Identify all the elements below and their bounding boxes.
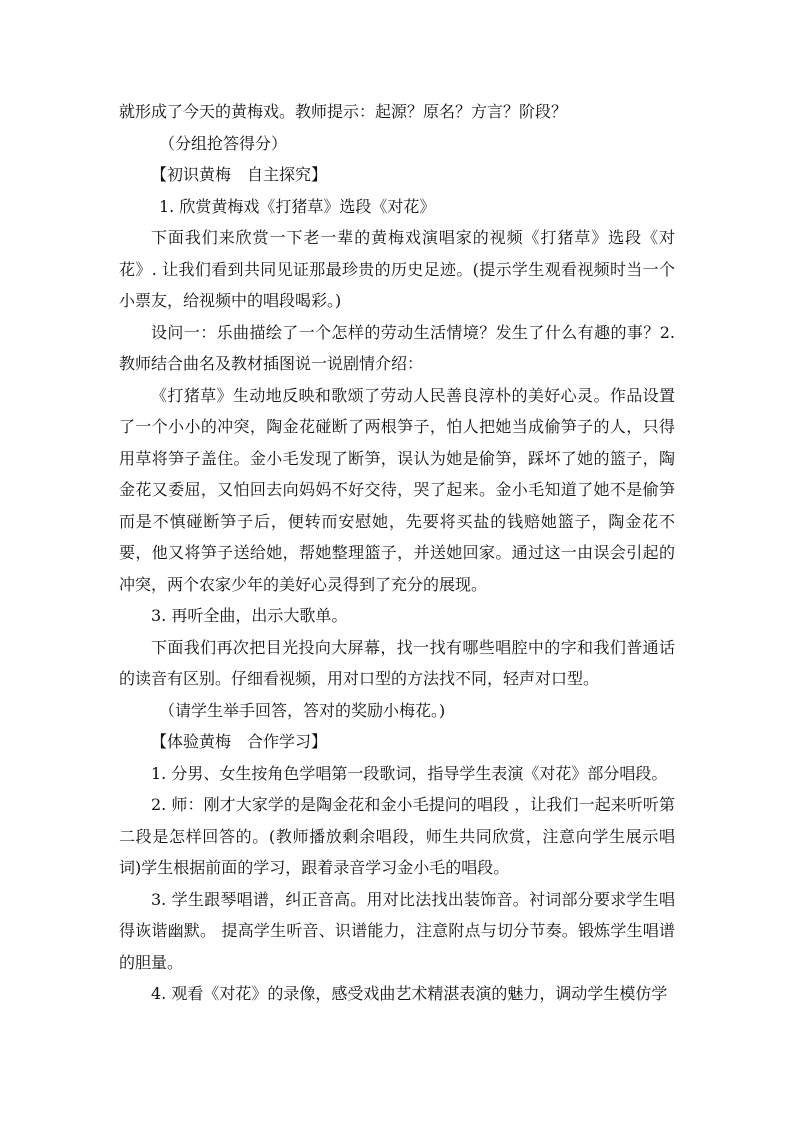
paragraph-answer-reward: （请学生举手回答，答对的奖励小梅花。) bbox=[159, 700, 446, 720]
section-heading-explore: 【初识黄梅 自主探究】 bbox=[151, 165, 328, 184]
paragraph-video-intro: 下面我们来欣赏一下老一辈的黄梅戏演唱家的视频《打猪草》选段《对花》. 让我们看到共同见证那最珍贵的历史足迹。(提示学生观看视频时当一个小票友，给视频中的唱段喝彩。) bbox=[119, 228, 675, 310]
paragraph-intro: 就形成了今天的黄梅戏。教师提示：起源？原名？方言？阶段？ bbox=[119, 102, 568, 121]
paragraph-screen-task: 下面我们再次把目光投向大屏幕，找一找有哪些唱腔中的字和我们普通话的读音有区别。仔细看视频，用对口型的方法找不同，轻声对口型。 bbox=[119, 637, 675, 688]
section-heading-cooperate: 【体验黄梅 合作学习】 bbox=[151, 732, 328, 751]
paragraph-coop-step-4: 4. 观看《对花》的录像，感受戏曲艺术精湛表演的魅力，调动学生模仿学 bbox=[151, 984, 668, 1003]
paragraph-step-1: 1. 欣赏黄梅戏《打猪草》选段《对花》 bbox=[159, 196, 436, 216]
paragraph-group-scoring: （分组抢答得分） bbox=[159, 133, 288, 153]
paragraph-coop-step-2: 2. 师：刚才大家学的是陶金花和金小毛提问的唱段 ，让我们一起来听听第二段是怎样回答的。(教师播放剩余唱段，师生共同欣赏，注意向学生展示唱词)学生根据前面的学习，跟着录音学习金小毛的唱段。 bbox=[119, 795, 675, 877]
paragraph-question-1: 设问一：乐曲描绘了一个怎样的劳动生活情境？发生了什么有趣的事？2. 教师结合曲名及教材插图说一说剧情介绍： bbox=[119, 322, 675, 373]
paragraph-plot-summary: 《打猪草》生动地反映和歌颂了劳动人民善良淳朴的美好心灵。作品设置了一个小小的冲突，陶金花碰断了两根笋子，怕人把她当成偷笋子的人，只得用草将笋子盖住。金小毛发现了断笋，误认为她是偷笋，踩坏了她的篮子，陶金花又委屈，又怕回去向妈妈不好交待，哭了起来。金小毛知道了她不是偷笋而是不慎碰断笋子后，便转而安慰她，先要将买盐的钱赔她篮子，陶金花不要，他又将笋子送给她，帮她整理篮子，并送她回家。通过这一由误会引起的冲突，两个农家少年的美好心灵得到了充分的展现。 bbox=[119, 385, 675, 594]
paragraph-coop-step-1: 1. 分男、女生按角色学唱第一段歌词，指导学生表演《对花》部分唱段。 bbox=[151, 763, 668, 783]
document-body bbox=[119, 96, 675, 1010]
paragraph-step-3: 3. 再听全曲，出示大歌单。 bbox=[151, 606, 348, 625]
paragraph-coop-step-3: 3. 学生跟琴唱谱，纠正音高。用对比法找出装饰音。衬词部分要求学生唱得诙谐幽默。 提高学生听音、识谱能力，注意附点与切分节奏。锻炼学生唱谱的胆量。 bbox=[119, 889, 675, 972]
